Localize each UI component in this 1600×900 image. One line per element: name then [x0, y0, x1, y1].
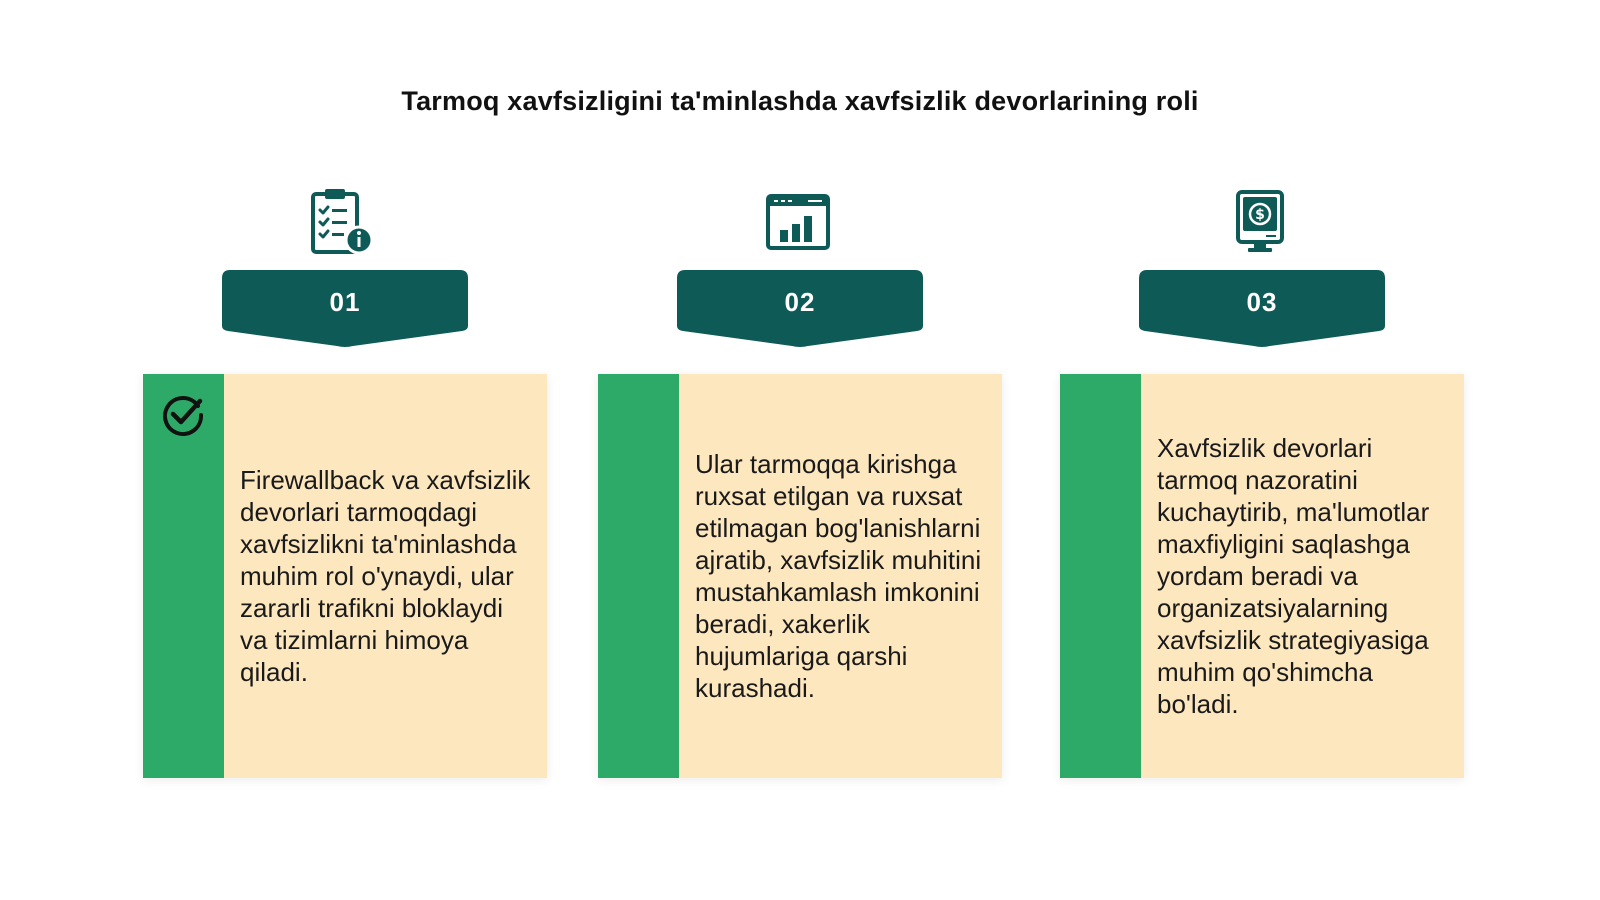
step-number: 01: [329, 287, 361, 317]
card-text: Xavfsizlik devorlari tarmoq nazoratini kuchaytirib, ma'lumotlar maxfiyligini saqlashga yordam beradi va organizatsiyalarning xavfsizlik strategiyasiga muhim qo'shimcha bo'ladi.: [1157, 433, 1430, 719]
step-number: 03: [1246, 287, 1278, 317]
card-accent-bar: [598, 374, 679, 778]
card-text: Firewallback va xavfsizlik devorlari tarmoqdagi xavfsizlikni ta'minlashda muhim rol o'ynaydi, ular zararli trafikni bloklaydi va tizimlarni himoya qiladi.: [240, 465, 531, 687]
step-number-tab: [222, 270, 468, 348]
check-circle-icon: [160, 392, 206, 438]
clipboard-checklist-info-icon: [307, 186, 379, 258]
card-body: [224, 374, 547, 778]
card-body: [679, 374, 1002, 778]
step-card: [143, 374, 547, 778]
step-card: [1060, 374, 1464, 778]
clipboard-checklist-info-icon-graphic: [307, 186, 379, 258]
step-column-1: [143, 0, 547, 900]
card-accent-bar: [1060, 374, 1141, 778]
step-column-3: [1060, 0, 1464, 900]
step-card: [598, 374, 1002, 778]
page-title: Tarmoq xavfsizligini ta'minlashda xavfsizlik devorlarining roli: [401, 86, 1199, 116]
step-column-2: [598, 0, 1002, 900]
dollar-monitor-icon: [1224, 186, 1296, 258]
dollar-monitor-icon-graphic: [1224, 186, 1296, 258]
card-accent-bar: [143, 374, 224, 778]
step-number: 02: [784, 287, 816, 317]
step-number-tab: [1139, 270, 1385, 348]
card-body: [1141, 374, 1464, 778]
step-number-tab: [677, 270, 923, 348]
bar-chart-window-icon-graphic: [762, 186, 834, 258]
bar-chart-window-icon: [762, 186, 834, 258]
svg-text:$: $: [1255, 207, 1265, 223]
card-text: Ular tarmoqqa kirishga ruxsat etilgan va ruxsat etilmagan bog'lanishlarni ajratib, xavfsizlik muhitini mustahkamlash imkonini beradi, xakerlik hujumlariga qarshi kurashadi.: [695, 449, 982, 703]
